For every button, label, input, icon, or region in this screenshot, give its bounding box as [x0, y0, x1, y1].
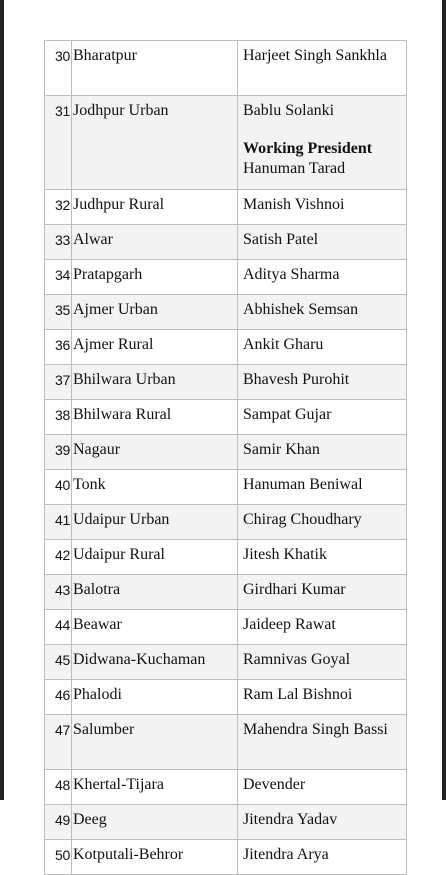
table-row: [45, 645, 407, 680]
right-edge-bar: [442, 0, 446, 800]
table-row: [45, 610, 407, 645]
serial-number: 43: [45, 575, 72, 610]
table-row: [45, 225, 407, 260]
president-name: Hanuman Beniwal: [238, 470, 407, 505]
president-name: Ram Lal Bishnoi: [238, 680, 407, 715]
president-name: Sampat Gujar: [238, 400, 407, 435]
table-row: [45, 260, 407, 295]
district-name: Khertal-Tijara: [72, 770, 238, 805]
district-name: Deeg: [72, 805, 238, 840]
serial-number: 46: [45, 680, 72, 715]
table-row: [45, 505, 407, 540]
president-name: Harjeet Singh Sankhla: [238, 41, 407, 96]
district-name: Pratapgarh: [72, 260, 238, 295]
table-row: [45, 365, 407, 400]
district-name: Balotra: [72, 575, 238, 610]
president-name: Manish Vishnoi: [238, 190, 407, 225]
serial-number: 42: [45, 540, 72, 575]
president-name: Satish Patel: [238, 225, 407, 260]
serial-number: 49: [45, 805, 72, 840]
table-row: [45, 470, 407, 505]
serial-number: 37: [45, 365, 72, 400]
left-edge-bar: [0, 0, 4, 800]
table-row: [45, 540, 407, 575]
working-president-name: Hanuman Tarad: [243, 160, 346, 177]
district-name: Alwar: [72, 225, 238, 260]
president-name: Ankit Gharu: [238, 330, 407, 365]
district-name: Beawar: [72, 610, 238, 645]
table-row: [45, 190, 407, 225]
district-name: Bhilwara Rural: [72, 400, 238, 435]
table-row: [45, 400, 407, 435]
serial-number: 32: [45, 190, 72, 225]
table-row: [45, 770, 407, 805]
president-name: Jaideep Rawat: [238, 610, 407, 645]
district-name: Jodhpur Urban: [72, 96, 238, 190]
serial-number: 44: [45, 610, 72, 645]
district-name: Kotputali-Behror: [72, 840, 238, 875]
president-name: Girdhari Kumar: [238, 575, 407, 610]
table-row: [45, 680, 407, 715]
president-name: Aditya Sharma: [238, 260, 407, 295]
district-name: Bhilwara Urban: [72, 365, 238, 400]
table-row: [45, 330, 407, 365]
president-name: Abhishek Semsan: [238, 295, 407, 330]
table-row: [45, 840, 407, 875]
president-name: Ramnivas Goyal: [238, 645, 407, 680]
president-name: Bhavesh Purohit: [238, 365, 407, 400]
president-name: Devender: [238, 770, 407, 805]
serial-number: 41: [45, 505, 72, 540]
district-presidents-table: [44, 40, 407, 875]
serial-number: 31: [45, 96, 72, 190]
table-row: [45, 41, 407, 96]
serial-number: 47: [45, 715, 72, 770]
district-name: Bharatpur: [72, 41, 238, 96]
table-row: [45, 96, 407, 190]
district-name: Judhpur Rural: [72, 190, 238, 225]
serial-number: 34: [45, 260, 72, 295]
serial-number: 48: [45, 770, 72, 805]
district-name: Phalodi: [72, 680, 238, 715]
district-name: Ajmer Urban: [72, 295, 238, 330]
serial-number: 40: [45, 470, 72, 505]
district-name: Salumber: [72, 715, 238, 770]
table-row: [45, 295, 407, 330]
working-president-label: Working President: [243, 140, 373, 157]
district-name: Didwana-Kuchaman: [72, 645, 238, 680]
district-name: Nagaur: [72, 435, 238, 470]
serial-number: 50: [45, 840, 72, 875]
president-name: Chirag Choudhary: [238, 505, 407, 540]
president-cell: [238, 96, 407, 190]
district-name: Udaipur Urban: [72, 505, 238, 540]
president-name: Bablu Solanki: [243, 102, 335, 119]
president-name: Jitendra Yadav: [238, 805, 407, 840]
table-row: [45, 575, 407, 610]
serial-number: 38: [45, 400, 72, 435]
district-name: Ajmer Rural: [72, 330, 238, 365]
serial-number: 36: [45, 330, 72, 365]
table-row: [45, 715, 407, 770]
district-name: Tonk: [72, 470, 238, 505]
president-name: Jitesh Khatik: [238, 540, 407, 575]
president-name: Mahendra Singh Bassi: [238, 715, 407, 770]
table-row: [45, 805, 407, 840]
table-row: [45, 435, 407, 470]
serial-number: 39: [45, 435, 72, 470]
serial-number: 30: [45, 41, 72, 96]
serial-number: 33: [45, 225, 72, 260]
president-name: Jitendra Arya: [238, 840, 407, 875]
district-name: Udaipur Rural: [72, 540, 238, 575]
president-name: Samir Khan: [238, 435, 407, 470]
serial-number: 45: [45, 645, 72, 680]
serial-number: 35: [45, 295, 72, 330]
